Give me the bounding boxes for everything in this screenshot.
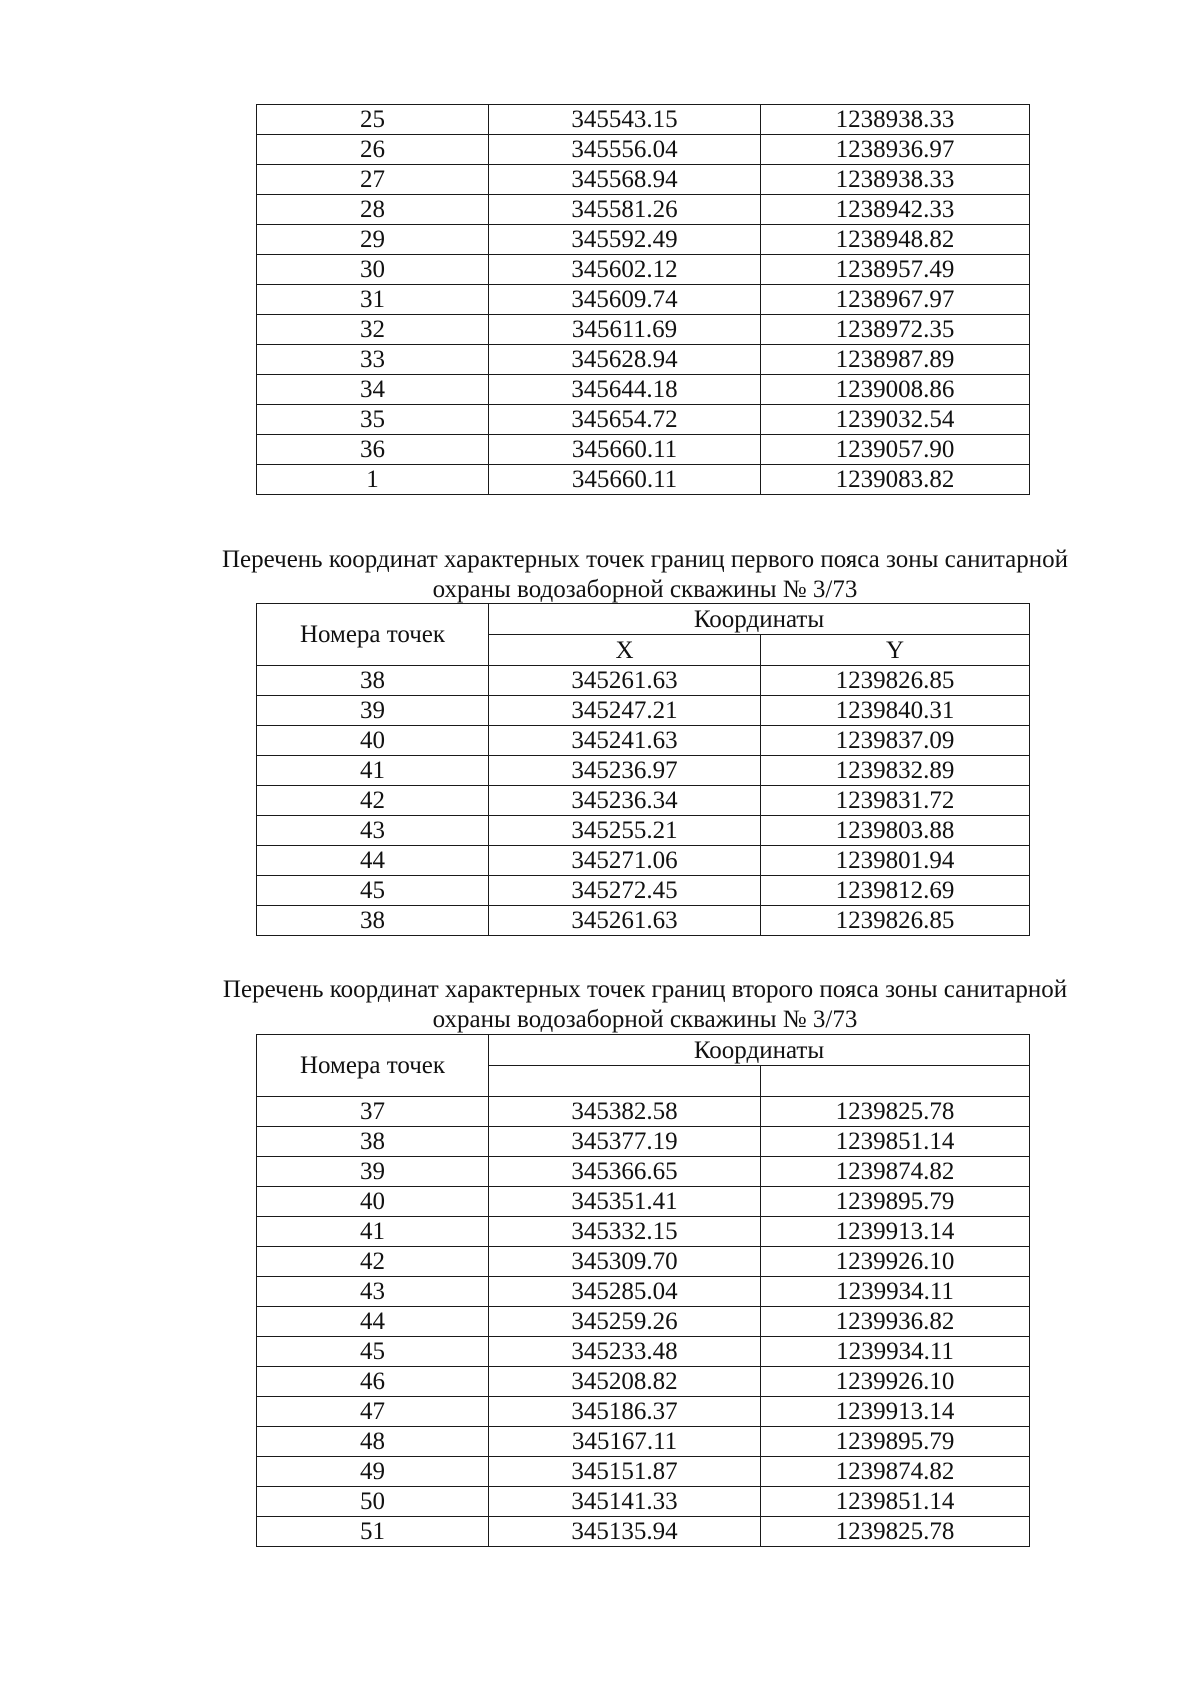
y-coordinate-cell: 1238938.33 (761, 165, 1030, 195)
x-coordinate-cell: 345259.26 (489, 1307, 761, 1337)
zone1-title-line1: Перечень координат характерных точек границ первого пояса зоны санитарной (222, 546, 1068, 573)
y-coordinate-cell: 1239083.82 (761, 465, 1030, 495)
zone2-title (150, 975, 1140, 1035)
table-header-row (257, 604, 1030, 635)
y-coordinate-cell: 1239812.69 (761, 876, 1030, 906)
y-coordinate-cell: 1239913.14 (761, 1397, 1030, 1427)
y-coordinate-cell: 1239926.10 (761, 1247, 1030, 1277)
y-coordinate-cell: 1239913.14 (761, 1217, 1030, 1247)
zone1-coordinates-table (256, 603, 1030, 936)
table-row (257, 345, 1030, 375)
x-coordinate-cell: 345543.15 (489, 105, 761, 135)
x-coordinate-cell: 345377.19 (489, 1127, 761, 1157)
y-coordinate-cell: 1239831.72 (761, 786, 1030, 816)
x-coordinate-cell: 345233.48 (489, 1337, 761, 1367)
table-row (257, 285, 1030, 315)
y-coordinate-cell: 1238942.33 (761, 195, 1030, 225)
point-number-cell: 38 (257, 1127, 489, 1157)
point-number-cell: 28 (257, 195, 489, 225)
zone2-coordinates-table (256, 1034, 1030, 1547)
y-coordinate-cell: 1239874.82 (761, 1157, 1030, 1187)
x-coordinate-cell: 345247.21 (489, 696, 761, 726)
y-coordinate-cell: 1239874.82 (761, 1457, 1030, 1487)
point-number-cell: 51 (257, 1517, 489, 1547)
point-number-cell: 40 (257, 1187, 489, 1217)
coordinates-table-continuation (256, 104, 1030, 495)
x-coordinate-cell: 345609.74 (489, 285, 761, 315)
point-number-cell: 41 (257, 1217, 489, 1247)
point-number-cell: 25 (257, 105, 489, 135)
table-row (257, 1337, 1030, 1367)
x-coordinate-cell: 345654.72 (489, 405, 761, 435)
x-coordinate-cell: 345332.15 (489, 1217, 761, 1247)
x-coordinate-cell: 345581.26 (489, 195, 761, 225)
table-row (257, 816, 1030, 846)
x-coordinate-cell: 345660.11 (489, 465, 761, 495)
point-number-cell: 31 (257, 285, 489, 315)
x-coordinate-cell: 345611.69 (489, 315, 761, 345)
y-coordinate-cell: 1239801.94 (761, 846, 1030, 876)
x-coordinate-cell: 345151.87 (489, 1457, 761, 1487)
y-coordinate-cell: 1239936.82 (761, 1307, 1030, 1337)
point-number-cell: 38 (257, 906, 489, 936)
table-row (257, 225, 1030, 255)
x-coordinate-cell: 345236.34 (489, 786, 761, 816)
x-coordinate-cell: 345309.70 (489, 1247, 761, 1277)
zone2-title-line1: Перечень координат характерных точек границ второго пояса зоны санитарной (222, 976, 1068, 1003)
point-number-cell: 30 (257, 255, 489, 285)
y-coordinate-cell: 1239032.54 (761, 405, 1030, 435)
y-coordinate-cell: 1239934.11 (761, 1277, 1030, 1307)
y-coordinate-cell: 1238972.35 (761, 315, 1030, 345)
table-row (257, 1487, 1030, 1517)
table-row (257, 195, 1030, 225)
y-coordinate-cell: 1239825.78 (761, 1097, 1030, 1127)
table-row (257, 405, 1030, 435)
table-row (257, 786, 1030, 816)
point-number-cell: 41 (257, 756, 489, 786)
table-row (257, 1187, 1030, 1217)
y-coordinate-cell: 1238938.33 (761, 105, 1030, 135)
zone2-title-line2: охраны водозаборной скважины № 3/73 (432, 1006, 858, 1033)
table-row (257, 375, 1030, 405)
point-number-cell: 45 (257, 1337, 489, 1367)
table-row (257, 726, 1030, 756)
x-coordinate-cell: 345241.63 (489, 726, 761, 756)
point-number-cell: 27 (257, 165, 489, 195)
table-row (257, 1427, 1030, 1457)
x-coordinate-cell: 345592.49 (489, 225, 761, 255)
table-row (257, 1457, 1030, 1487)
y-coordinate-cell: 1239832.89 (761, 756, 1030, 786)
point-number-cell: 46 (257, 1367, 489, 1397)
table-row (257, 1367, 1030, 1397)
point-number-cell: 45 (257, 876, 489, 906)
y-coordinate-cell: 1239851.14 (761, 1487, 1030, 1517)
x-coordinate-cell: 345628.94 (489, 345, 761, 375)
point-number-cell: 43 (257, 1277, 489, 1307)
header-y (761, 1066, 1030, 1097)
x-coordinate-cell: 345366.65 (489, 1157, 761, 1187)
y-coordinate-cell: 1239895.79 (761, 1427, 1030, 1457)
point-number-cell: 42 (257, 786, 489, 816)
table-row (257, 1517, 1030, 1547)
table-row (257, 135, 1030, 165)
table-row (257, 666, 1030, 696)
table-row (257, 1097, 1030, 1127)
x-coordinate-cell: 345255.21 (489, 816, 761, 846)
table-row (257, 315, 1030, 345)
x-coordinate-cell: 345261.63 (489, 666, 761, 696)
y-coordinate-cell: 1238967.97 (761, 285, 1030, 315)
zone1-title (150, 545, 1140, 605)
table-row (257, 1217, 1030, 1247)
table-row (257, 906, 1030, 936)
zone1-title-line2: охраны водозаборной скважины № 3/73 (432, 576, 858, 603)
header-y: Y (761, 635, 1030, 666)
point-number-cell: 39 (257, 1157, 489, 1187)
table-row (257, 1277, 1030, 1307)
point-number-cell: 50 (257, 1487, 489, 1517)
x-coordinate-cell: 345272.45 (489, 876, 761, 906)
x-coordinate-cell: 345186.37 (489, 1397, 761, 1427)
x-coordinate-cell: 345568.94 (489, 165, 761, 195)
table-row (257, 1397, 1030, 1427)
x-coordinate-cell: 345135.94 (489, 1517, 761, 1547)
header-point-numbers: Номера точек (257, 1035, 489, 1097)
y-coordinate-cell: 1238957.49 (761, 255, 1030, 285)
table-row (257, 756, 1030, 786)
point-number-cell: 42 (257, 1247, 489, 1277)
y-coordinate-cell: 1239826.85 (761, 906, 1030, 936)
x-coordinate-cell: 345236.97 (489, 756, 761, 786)
x-coordinate-cell: 345660.11 (489, 435, 761, 465)
y-coordinate-cell: 1239057.90 (761, 435, 1030, 465)
table-row (257, 1247, 1030, 1277)
header-point-numbers: Номера точек (257, 604, 489, 666)
x-coordinate-cell: 345382.58 (489, 1097, 761, 1127)
y-coordinate-cell: 1239008.86 (761, 375, 1030, 405)
y-coordinate-cell: 1239895.79 (761, 1187, 1030, 1217)
y-coordinate-cell: 1239826.85 (761, 666, 1030, 696)
x-coordinate-cell: 345285.04 (489, 1277, 761, 1307)
point-number-cell: 33 (257, 345, 489, 375)
x-coordinate-cell: 345167.11 (489, 1427, 761, 1457)
point-number-cell: 29 (257, 225, 489, 255)
y-coordinate-cell: 1239803.88 (761, 816, 1030, 846)
y-coordinate-cell: 1239825.78 (761, 1517, 1030, 1547)
table-row (257, 165, 1030, 195)
x-coordinate-cell: 345271.06 (489, 846, 761, 876)
point-number-cell: 47 (257, 1397, 489, 1427)
x-coordinate-cell: 345208.82 (489, 1367, 761, 1397)
y-coordinate-cell: 1239926.10 (761, 1367, 1030, 1397)
x-coordinate-cell: 345644.18 (489, 375, 761, 405)
y-coordinate-cell: 1239840.31 (761, 696, 1030, 726)
point-number-cell: 34 (257, 375, 489, 405)
point-number-cell: 39 (257, 696, 489, 726)
y-coordinate-cell: 1238948.82 (761, 225, 1030, 255)
point-number-cell: 44 (257, 1307, 489, 1337)
table-row (257, 465, 1030, 495)
point-number-cell: 38 (257, 666, 489, 696)
point-number-cell: 1 (257, 465, 489, 495)
x-coordinate-cell: 345141.33 (489, 1487, 761, 1517)
table-row (257, 696, 1030, 726)
x-coordinate-cell: 345261.63 (489, 906, 761, 936)
y-coordinate-cell: 1239934.11 (761, 1337, 1030, 1367)
x-coordinate-cell: 345556.04 (489, 135, 761, 165)
table-row (257, 846, 1030, 876)
x-coordinate-cell: 345351.41 (489, 1187, 761, 1217)
point-number-cell: 49 (257, 1457, 489, 1487)
y-coordinate-cell: 1238987.89 (761, 345, 1030, 375)
point-number-cell: 44 (257, 846, 489, 876)
y-coordinate-cell: 1239851.14 (761, 1127, 1030, 1157)
point-number-cell: 35 (257, 405, 489, 435)
point-number-cell: 40 (257, 726, 489, 756)
table-row (257, 435, 1030, 465)
point-number-cell: 37 (257, 1097, 489, 1127)
x-coordinate-cell: 345602.12 (489, 255, 761, 285)
table-row (257, 255, 1030, 285)
header-x: X (489, 635, 761, 666)
point-number-cell: 26 (257, 135, 489, 165)
table-header-row (257, 1035, 1030, 1066)
header-coordinates: Координаты (489, 604, 1030, 635)
table-row (257, 105, 1030, 135)
y-coordinate-cell: 1238936.97 (761, 135, 1030, 165)
header-x (489, 1066, 761, 1097)
point-number-cell: 36 (257, 435, 489, 465)
point-number-cell: 32 (257, 315, 489, 345)
table-row (257, 876, 1030, 906)
table-row (257, 1127, 1030, 1157)
table-row (257, 1157, 1030, 1187)
y-coordinate-cell: 1239837.09 (761, 726, 1030, 756)
header-coordinates: Координаты (489, 1035, 1030, 1066)
point-number-cell: 48 (257, 1427, 489, 1457)
point-number-cell: 43 (257, 816, 489, 846)
table-row (257, 1307, 1030, 1337)
